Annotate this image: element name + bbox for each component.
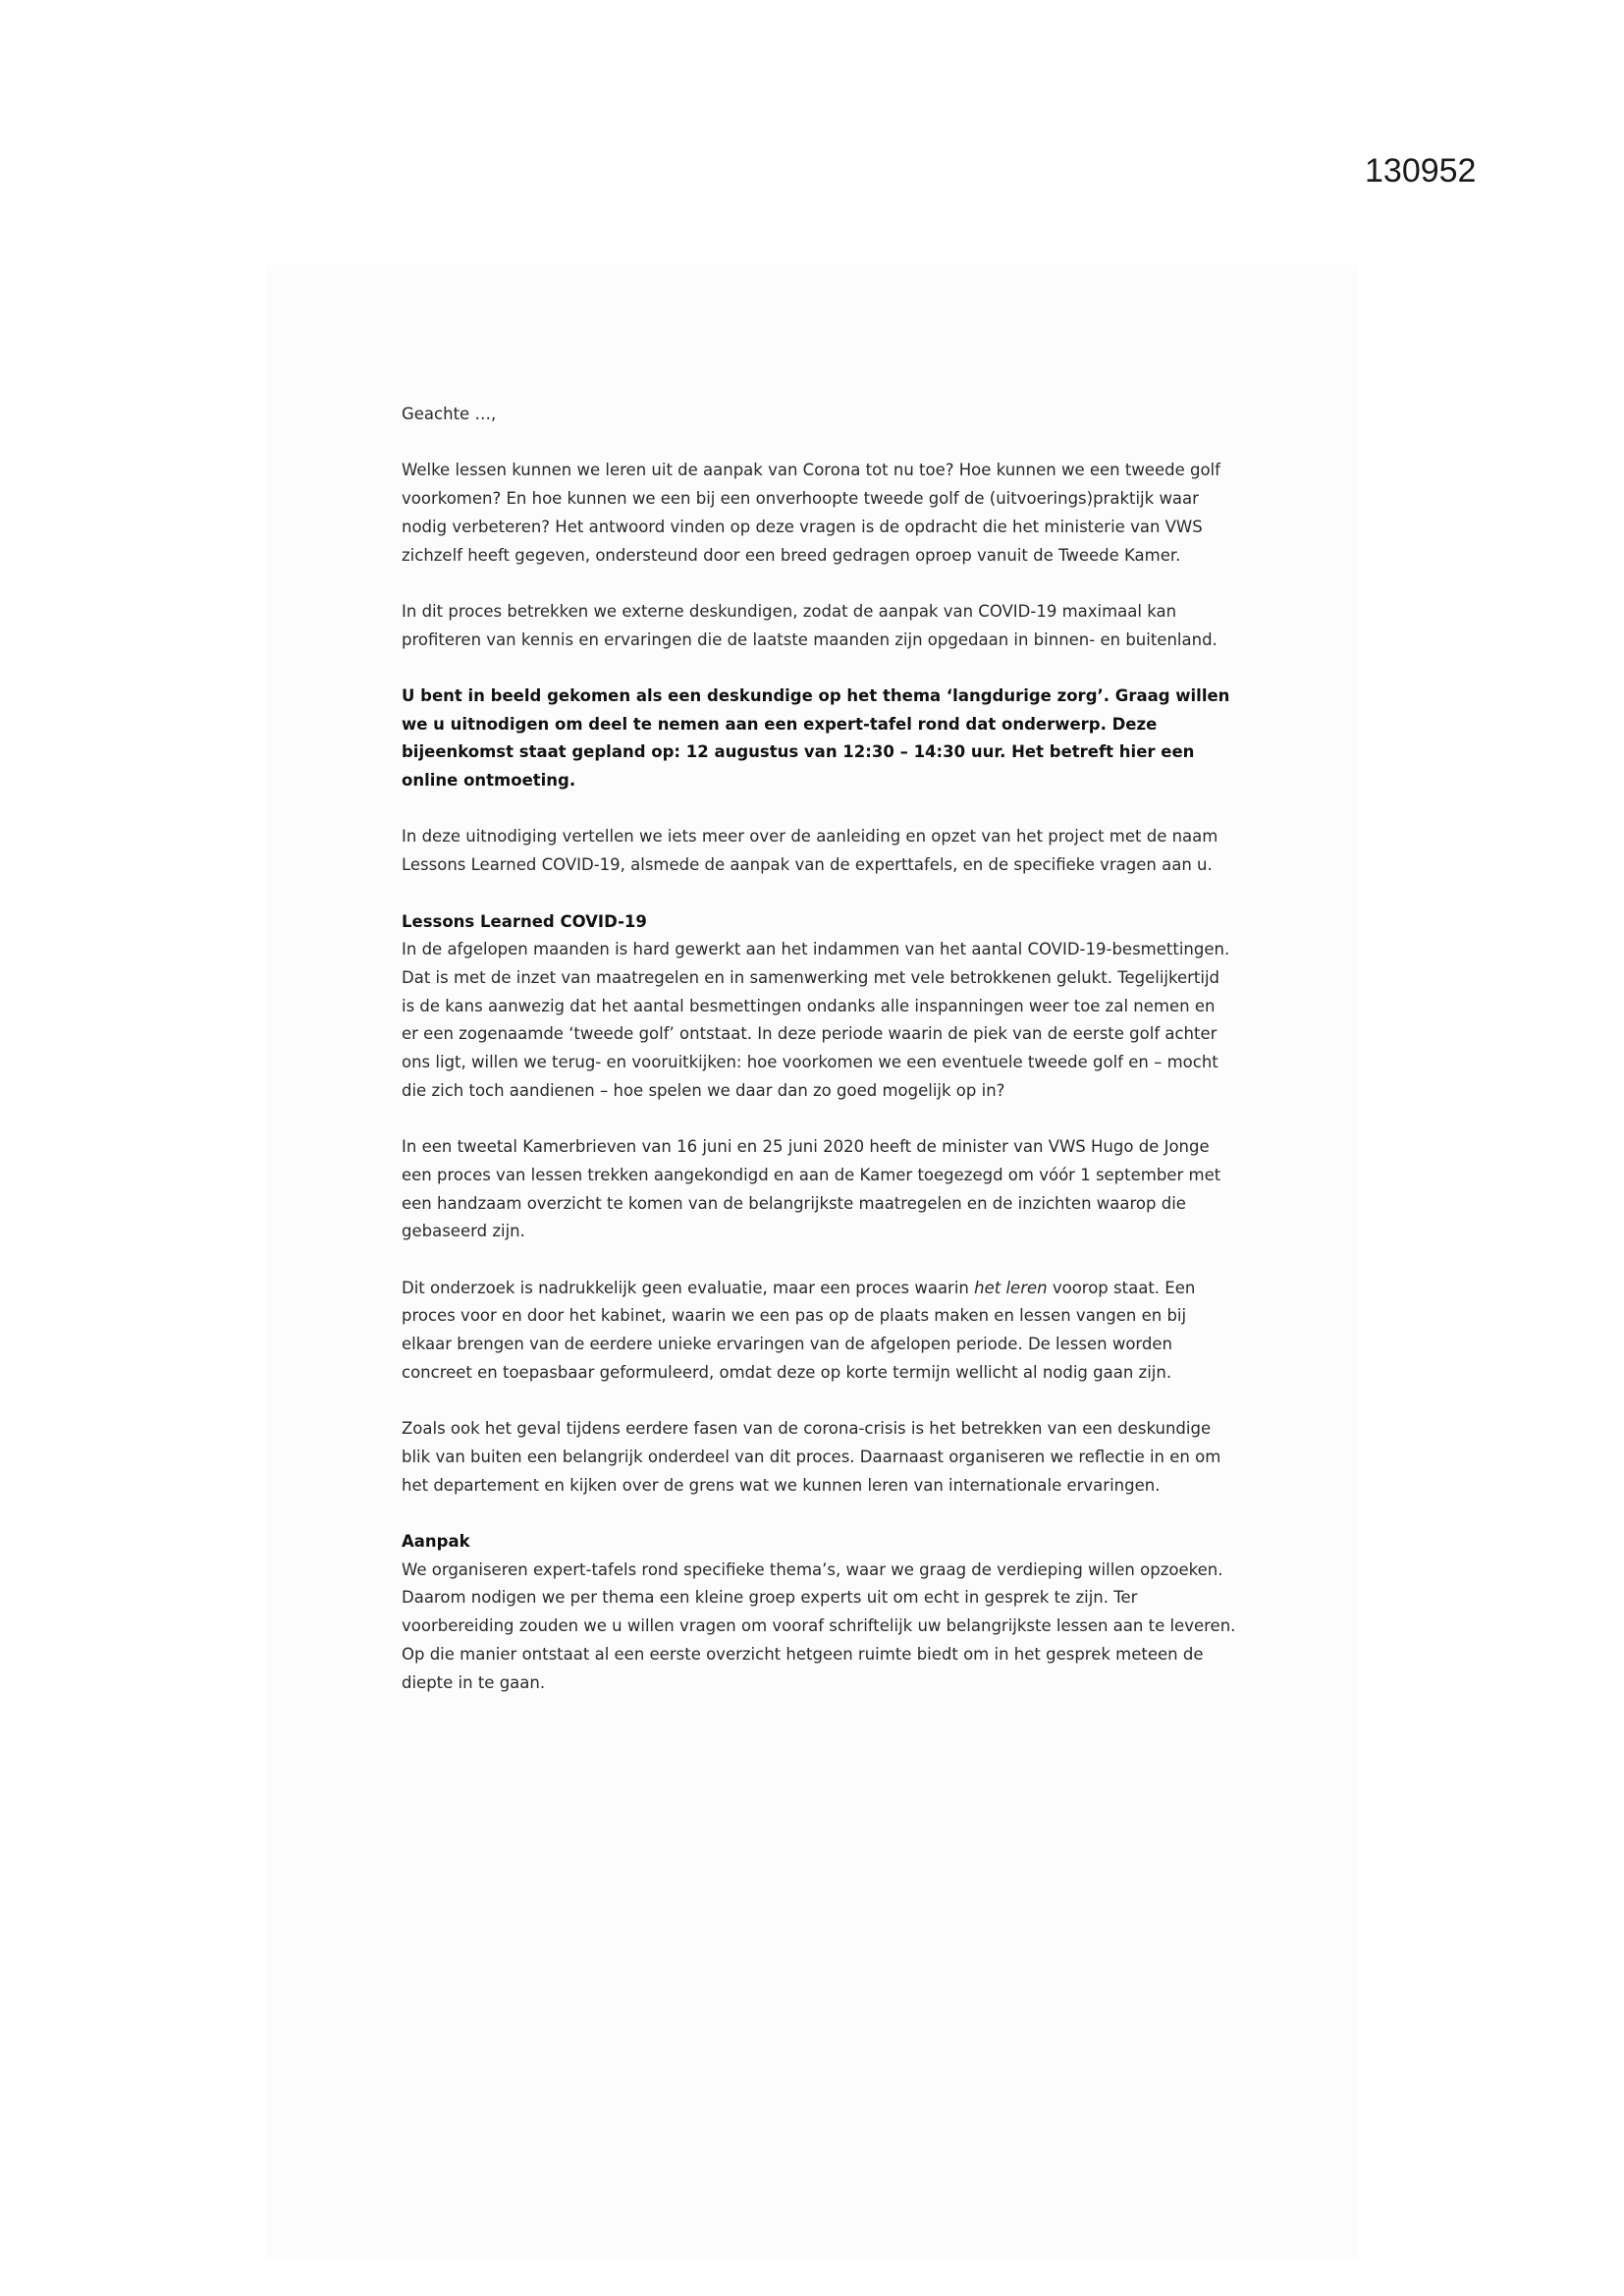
lessons-paragraph-4: Zoals ook het geval tijdens eerdere fasen van de corona-crisis is het betrekken van een deskundige blik van buiten een belangrijk onderdeel van dit proces. Daarnaast organiseren we reflectie in en om het departement en kijken over de grens wat we kunnen leren van internationale ervaringen. [402, 1419, 1221, 1495]
letter-body [402, 401, 1236, 1725]
section-aanpak [402, 1528, 1236, 1697]
lessons-paragraph-2: In een tweetal Kamerbrieven van 16 juni en 25 juni 2020 heeft de minister van VWS Hugo de Jonge een proces van lessen trekken aangekondigd en aan de Kamer toegezegd om vóór 1 september met een handzaam overzicht te komen van de belangrijkste maatregelen en de inzichten waarop die gebaseerd zijn. [402, 1137, 1221, 1241]
aanpak-paragraph-1: We organiseren expert-tafels rond specifieke thema’s, waar we graag de verdieping willen opzoeken. Daarom nodigen we per thema een kleine groep experts uit om echt in gesprek te zijn. Ter voorbereiding zouden we u willen vragen om vooraf schriftelijk uw belangrijkste lessen aan te leveren. Op die manier ontstaat al een eerste overzicht hetgeen ruimte biedt om in het gesprek meteen de diepte in te gaan. [402, 1559, 1236, 1692]
lessons-paragraph-3-start: Dit onderzoek is nadrukkelijk geen evaluatie, maar een proces waarin [402, 1278, 975, 1297]
section-heading-aanpak: Aanpak [402, 1531, 470, 1551]
lessons-paragraph-1: In de afgelopen maanden is hard gewerkt aan het indammen van het aantal COVID-19-besmettingen. Dat is met de inzet van maatregelen en in samenwerking met vele betrokkenen gelukt. Tegelijkertijd is de kans aanwezig dat het aantal besmettingen ondanks alle inspanningen weer toe zal nemen en er een zogenaamde ‘tweede golf’ ontstaat. In deze periode waarin de piek van de eerste golf achter ons ligt, willen we terug- en vooruitkijken: hoe voorkomen we een eventuele tweede golf en – mocht die zich toch aandienen – hoe spelen we daar dan zo goed mogelijk op in? [402, 940, 1230, 1100]
section-heading-lessons-learned: Lessons Learned COVID-19 [402, 911, 647, 931]
invitation-paragraph: U bent in beeld gekomen als een deskundige op het thema ‘langdurige zorg’. Graag willen we u uitnodigen om deel te nemen aan een expert-tafel rond dat onderwerp. Deze bijeenkomst staat gepland op: 12 augustus van 12:30 – 14:30 uur. Het betreft hier een online ontmoeting. [402, 685, 1230, 791]
section-lessons-learned [402, 908, 1236, 1106]
intro-paragraph-4: In deze uitnodiging vertellen we iets meer over de aanleiding en opzet van het project met de naam Lessons Learned COVID-19, alsmede de aanpak van de experttafels, en de specifieke vragen aan u. [402, 827, 1218, 875]
lessons-paragraph-3 [402, 1275, 1236, 1388]
lessons-paragraph-3-end: voorop staat. Een proces voor en door het kabinet, waarin we een pas op de plaats maken en lessen vangen en bij elkaar brengen van de eerdere unieke ervaringen van de afgelopen periode. De lessen worden concreet en toepasbaar geformuleerd, omdat deze op korte termijn wellicht al nodig gaan zijn. [402, 1278, 1196, 1382]
lessons-paragraph-3-emphasis: het leren [974, 1278, 1048, 1297]
salutation: Geachte …, [402, 405, 497, 423]
document-id: 130952 [1365, 152, 1477, 190]
intro-paragraph-2: In dit proces betrekken we externe deskundigen, zodat de aanpak van COVID-19 maximaal kan profiteren van kennis en ervaringen die de laatste maanden zijn opgedaan in binnen- en buitenland. [402, 601, 1218, 649]
intro-paragraph-1: Welke lessen kunnen we leren uit de aanpak van Corona tot nu toe? Hoe kunnen we een tweede golf voorkomen? En hoe kunnen we een bij een onverhoopte tweede golf de (uitvoerings)praktijk waar nodig verbeteren? Het antwoord vinden op deze vragen is de opdracht die het ministerie van VWS zichzelf heeft gegeven, ondersteund door een breed gedragen oproep vanuit de Tweede Kamer. [402, 461, 1220, 565]
